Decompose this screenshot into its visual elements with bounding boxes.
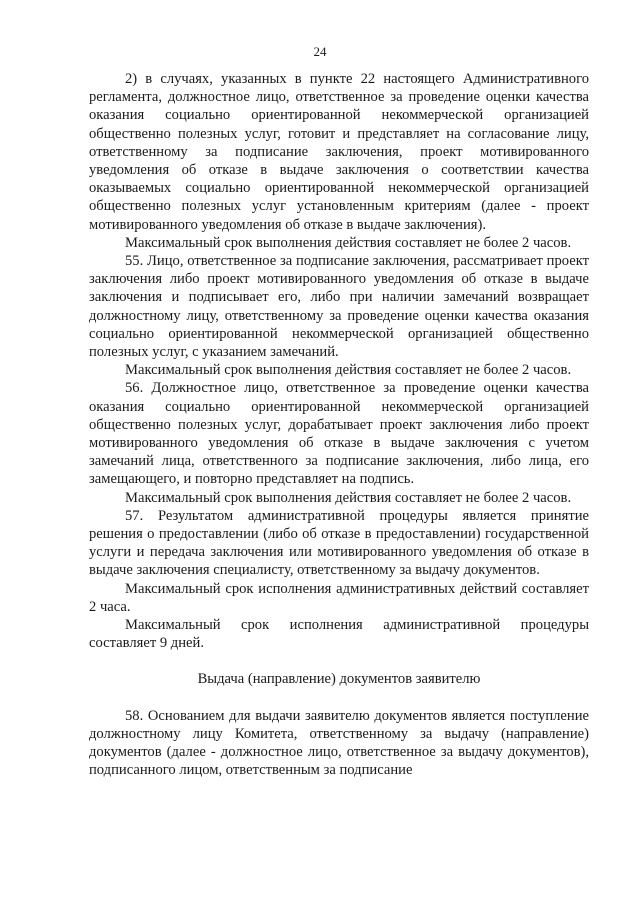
paragraph-max-time-procedure: Максимальный срок исполнения административной процедуры составляет 9 дней. bbox=[89, 617, 589, 652]
paragraph-item-2: 2) в случаях, указанных в пункте 22 настоящего Административного регламента, должностное лицо, ответственное за проведение оценки качества оказания социально ориентированной некоммерческой организацией общественно полезных услуг, готовит и представляет на согласование лицу, ответственному за подписание заключения, проект мотивированного уведомления об отказе в выдаче заключения о соответствии качества оказываемых социально ориентированной некоммерческой организацией общественно полезных услуг установленным критериям (далее - проект мотивированного уведомления об отказе в выдаче заключения). bbox=[89, 71, 589, 233]
paragraph-max-time-actions: Максимальный срок исполнения административных действий составляет 2 часа. bbox=[89, 580, 589, 615]
section-heading: Выдача (направление) документов заявителю bbox=[197, 670, 481, 687]
paragraph-max-time-2: Максимальный срок выполнения действия составляет не более 2 часов. bbox=[125, 362, 572, 379]
paragraph-56: 56. Должностное лицо, ответственное за проведение оценки качества оказания социально ориентированной некоммерческой организацией общественно полезных услуг, дорабатывает проект заключения либо проект мотивированного уведомления об отказе в выдаче заключения с учетом замечаний лица, ответственного за подписание заключения, либо лица, его замещающего, и повторно представляет на подпись. bbox=[89, 380, 589, 488]
document-body bbox=[89, 70, 589, 780]
paragraph-max-time-3: Максимальный срок выполнения действия составляет не более 2 часов. bbox=[125, 489, 572, 506]
page-number: 24 bbox=[313, 44, 327, 59]
paragraph-55: 55. Лицо, ответственное за подписание заключения, рассматривает проект заключения либо проект мотивированного уведомления об отказе в выдаче заключения и подписывает его, либо при наличии замечаний возвращает должностному лицу, ответственному за проведение оценки качества оказания социально ориентированной некоммерческой организацией общественно полезных услуг, с указанием замечаний. bbox=[89, 253, 589, 361]
paragraph-57: 57. Результатом административной процедуры является принятие решения о предоставлении (либо об отказе в предоставлении) государственной услуги и передача заключения или мотивированного уведомления об отказе в выдаче заключения специалисту, ответственному за выдачу документов. bbox=[89, 507, 589, 579]
paragraph-max-time-1: Максимальный срок выполнения действия составляет не более 2 часов. bbox=[125, 234, 572, 251]
paragraph-58: 58. Основанием для выдачи заявителю документов является поступление должностному лицу Комитета, ответственному за выдачу (направление) документов (далее - должностное лицо, ответственное за выдачу документов), подписанного лицом, ответственным за подписание bbox=[89, 707, 589, 779]
